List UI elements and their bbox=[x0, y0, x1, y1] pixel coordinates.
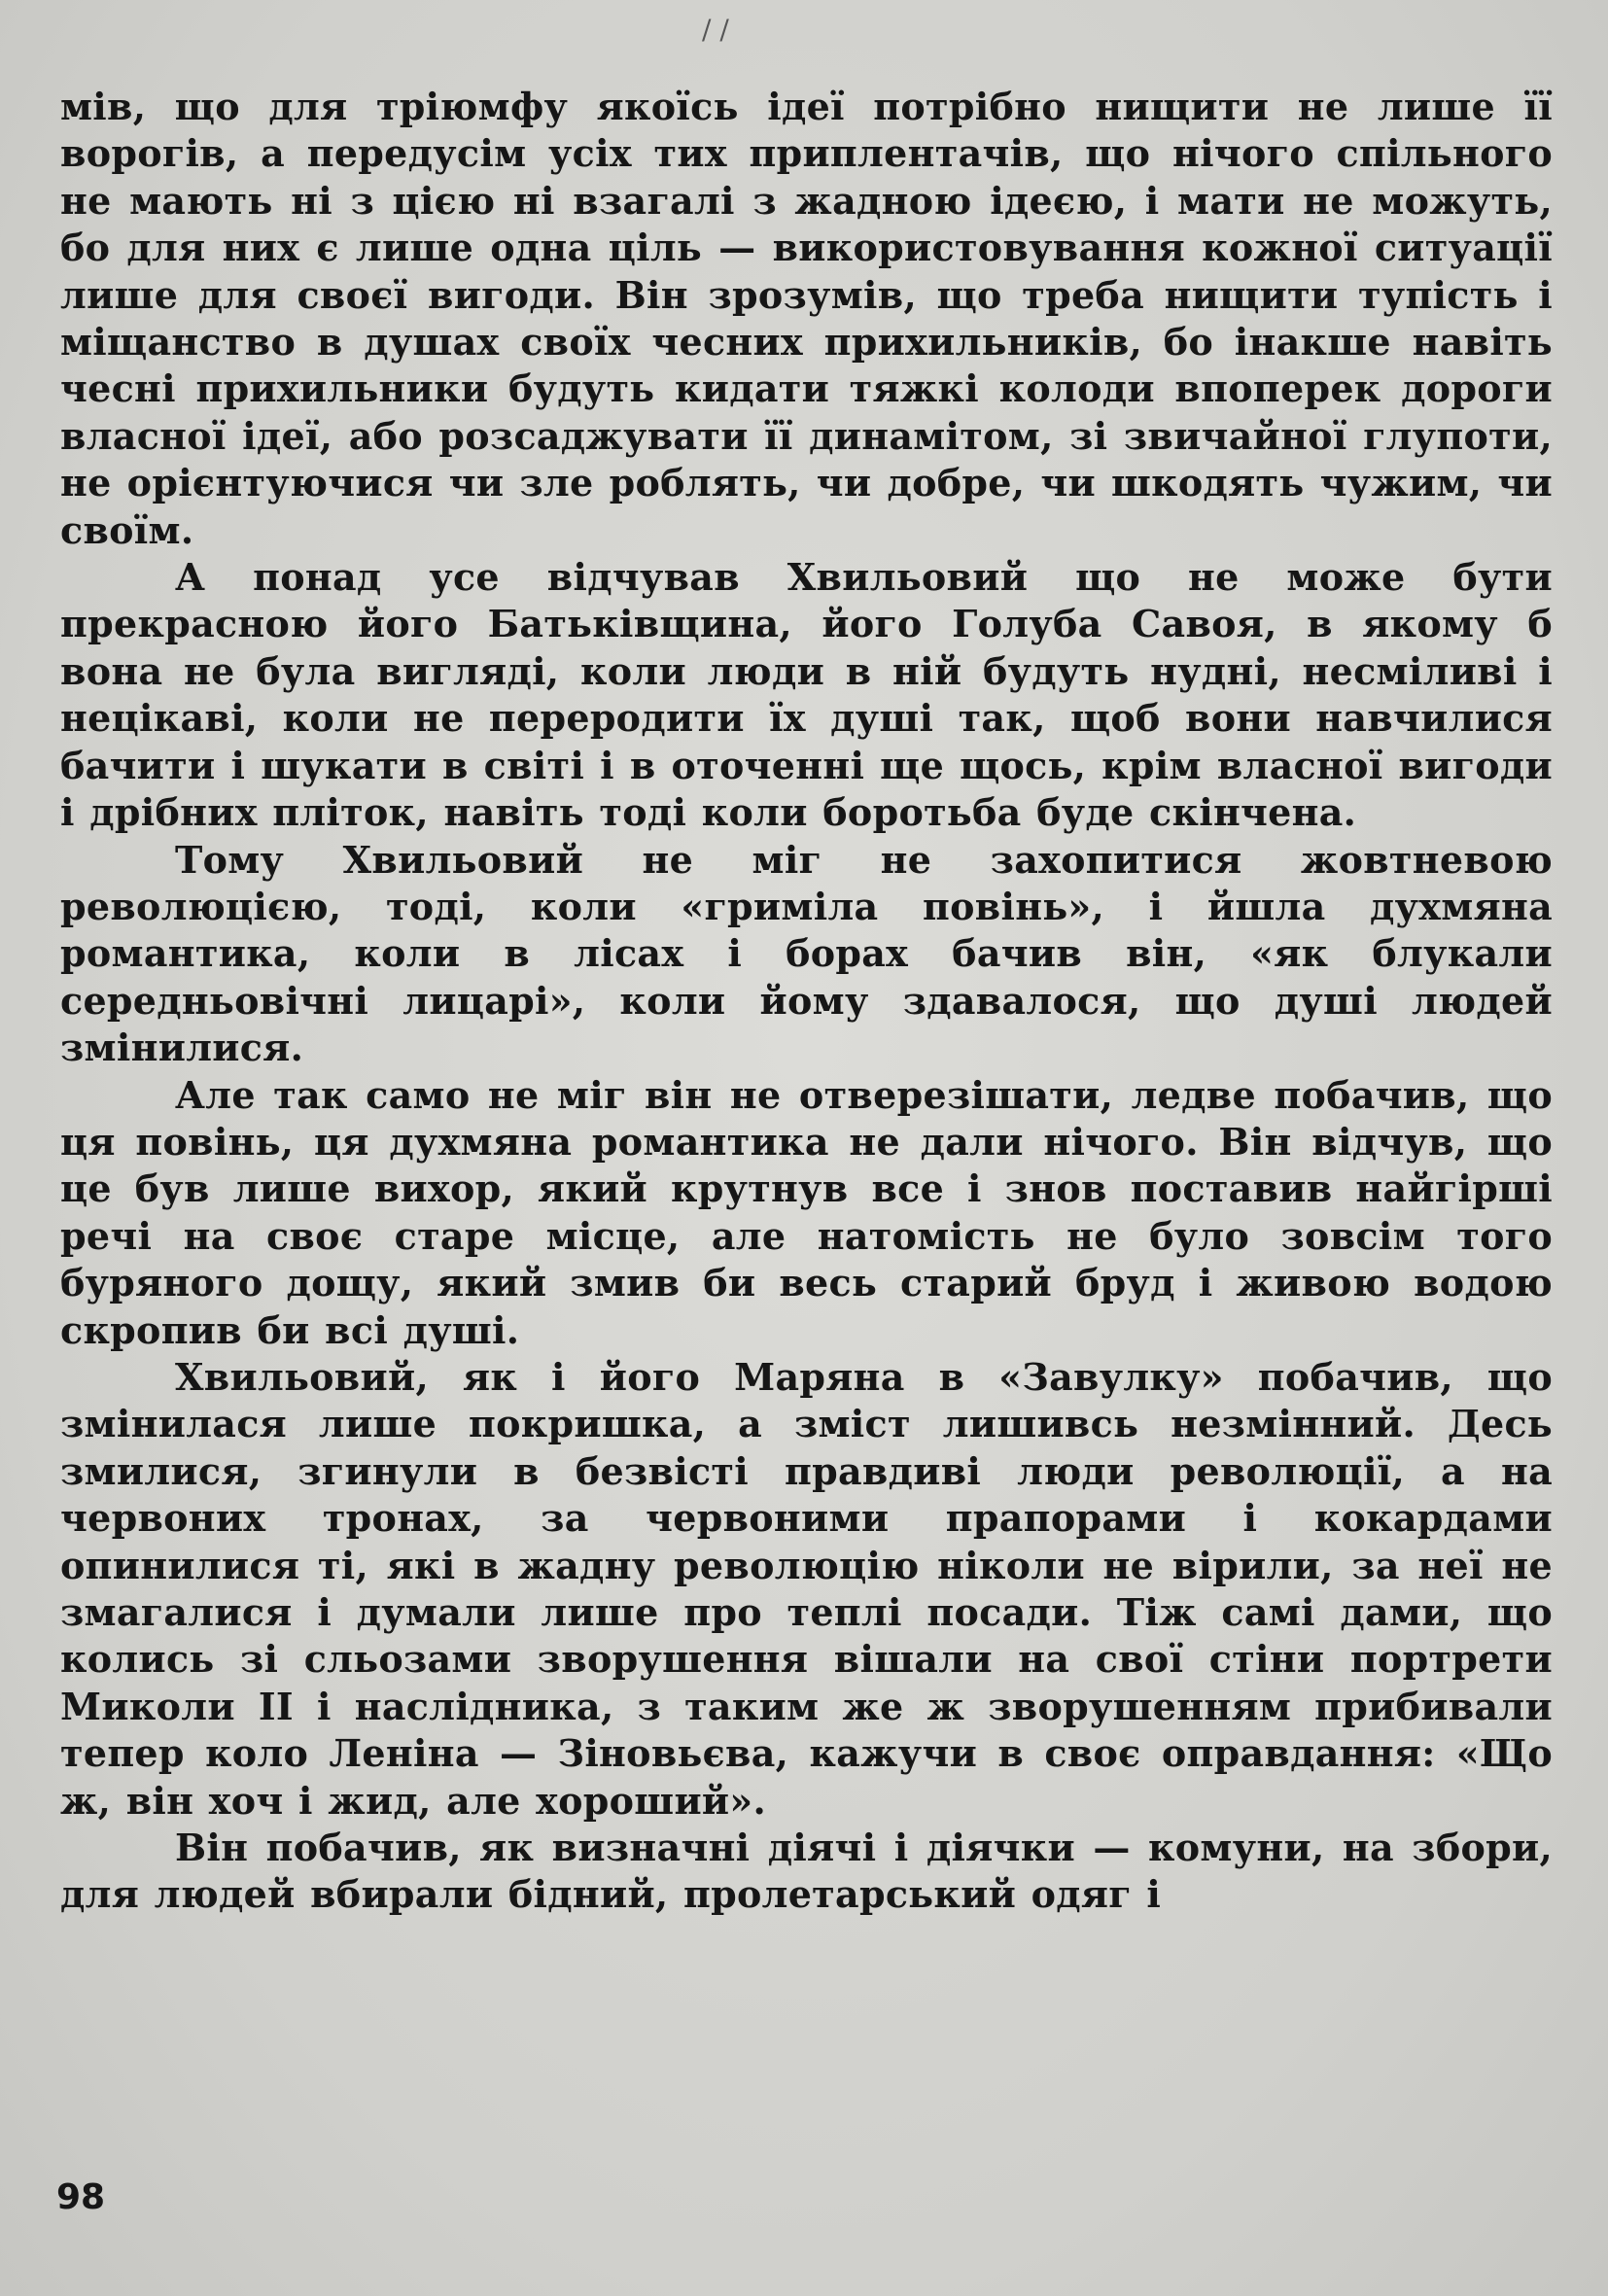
paragraph-1: мів, що для тріюмфу якоїсь ідеї потрібно нищити не лише її ворогів, а передусім усіх тих приплентачів, що нічого спільного не мають ні з цією ні взагалі з жадною ідеєю, і мати не можуть, бо для них є лише одна ціль — використовування кожної ситуації лише для своєї вигоди. Він зрозумів, що треба нищити тупість і міщанство в душах своїх чесних прихильників, бо інакше навіть чесні прихильники будуть кидати тяжкі колоди впоперек дороги власної ідеї, або розсаджувати її динамітом, зі звичайної глупоти, не орієнтуючися чи зле роблять, чи добре, чи шкодять чужим, чи своїм. bbox=[60, 85, 1553, 552]
text-block bbox=[60, 84, 1553, 1919]
paragraph-4: Але так само не міг він не отверезішати, ледве побачив, що ця повінь, ця духмяна романтика не дали нічого. Він відчув, що це був лише вихор, який крутнув все і знов поставив найгірші речі на своє старе місце, але натомість не було зовсім того буряного дощу, який змив би весь старий бруд і живою водою скропив би всі душі. bbox=[60, 1072, 1553, 1352]
paragraph-6: Він побачив, як визначні діячі і діячки — комуни, на збори, для людей вбирали бідний, пролетарський одяг і bbox=[60, 1826, 1553, 1917]
paragraph-5: Хвильовий, як і його Маряна в «Завулку» побачив, що змінилася лише покришка, а зміст лишивсь незмінний. Десь змилися, згинули в безвісті правдиві люди революції, а на червоних тронах, за червоними прапорами і кокардами опинилися ті, які в жадну революцію ніколи не вірили, за неї не змагалися і думали лише про теплі посади. Тіж самі дами, що колись зі сльозами зворушення вішали на свої стіни портрети Миколи II і наслідника, з таким же ж зворушенням прибивали тепер коло Леніна — Зіновьєва, кажучи в своє оправдання: «Що ж, він хоч і жид, але хороший». bbox=[60, 1354, 1553, 1823]
top-mark: / / bbox=[702, 14, 729, 46]
paragraph-3: Тому Хвильовий не міг не захопитися жовтневою революцією, тоді, коли «гриміла повінь», і йшла духмяна романтика, коли в лісах і борах бачив він, «як блукали середньовічні лицарі», коли йому здавалося, що душі людей змінилися. bbox=[60, 837, 1553, 1070]
paragraph-2: А понад усе відчував Хвильовий що не може бути прекрасною його Батьківщина, його Голуба Савоя, в якому б вона не була вигляді, коли люди в ній будуть нудні, несміливі і нецікаві, коли не переродити їх душі так, щоб вони навчилися бачити і шукати в світі і в оточенні ще щось, крім власної вигоди і дрібних пліток, навіть тоді коли боротьба буде скінчена. bbox=[60, 555, 1553, 835]
page-number: 98 bbox=[56, 2177, 106, 2217]
